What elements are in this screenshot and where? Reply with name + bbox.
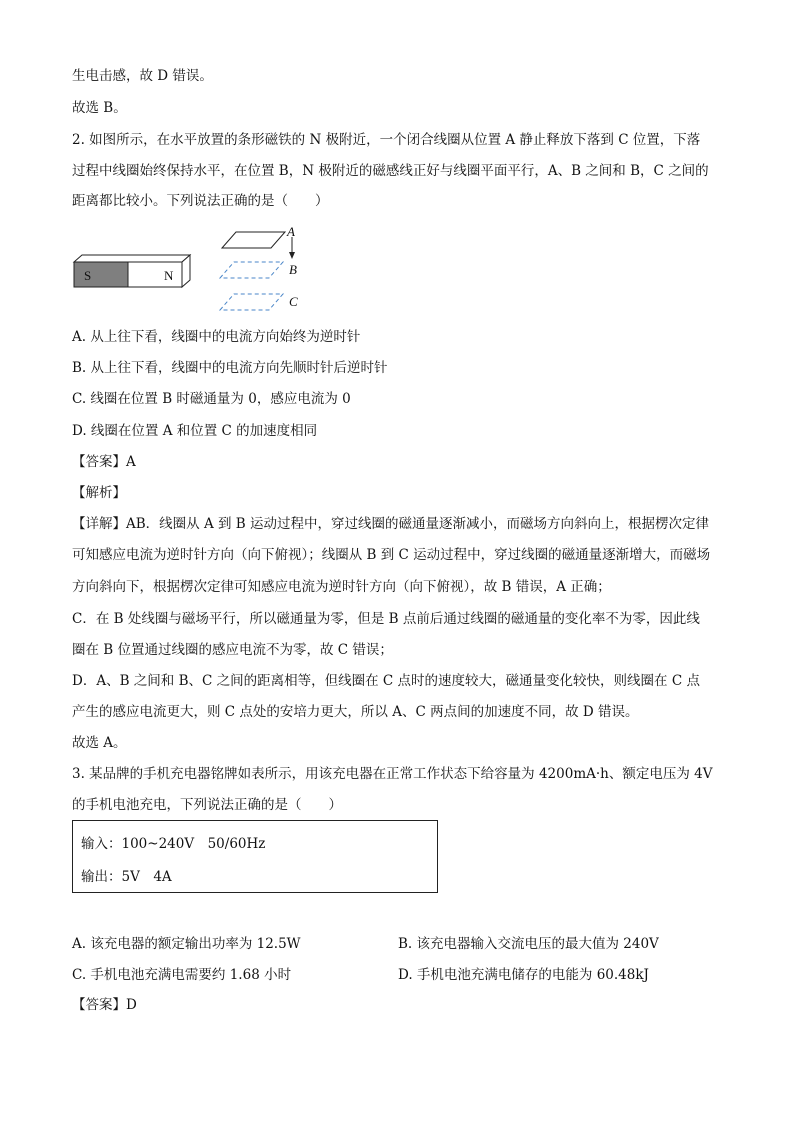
pole-n-label: N bbox=[164, 268, 174, 283]
q2-option-c: C. 线圈在位置 B 时磁通量为 0，感应电流为 0 bbox=[72, 391, 351, 407]
pole-s-label: S bbox=[84, 268, 92, 283]
q2-analysis-line: 方向斜向下，根据楞次定律可知感应电流为逆时针方向（向下俯视），故 B 错误，A 正确； bbox=[72, 579, 611, 595]
q2-stem-line-2: 过程中线圈始终保持水平，在位置 B，N 极附近的磁感线正好与线圈平面平行，A、B 之间和 B，C 之间的 bbox=[72, 163, 709, 179]
q3-stem-line-2: 的手机电池充电，下列说法正确的是（ ） bbox=[72, 797, 342, 813]
coil-position-b bbox=[220, 262, 283, 278]
coil-position-a bbox=[222, 232, 285, 248]
nameplate-input: 输入：100~240V 50/60Hz bbox=[81, 836, 266, 852]
q3-option-b: B. 该充电器输入交流电压的最大值为 240V bbox=[398, 936, 659, 952]
q2-analysis-line: 故选 A。 bbox=[72, 735, 127, 751]
q2-analysis-heading: 【解析】 bbox=[72, 485, 126, 501]
q2-stem-line-3: 距离都比较小。下列说法正确的是（ ） bbox=[72, 193, 329, 209]
q3-option-d: D. 手机电池充满电储存的电能为 60.48kJ bbox=[398, 967, 649, 983]
label-b: B bbox=[289, 262, 297, 277]
q2-analysis-line: 【详解】AB．线圈从 A 到 B 运动过程中，穿过线圈的磁通量逐渐减小，而磁场方向斜向上，根据楞次定律 bbox=[72, 516, 710, 532]
q2-analysis-line: 圈在 B 位置通过线圈的感应电流不为零，故 C 错误； bbox=[72, 642, 393, 658]
q2-answer: 【答案】A bbox=[72, 454, 136, 470]
q2-stem-line-1: 2. 如图所示，在水平放置的条形磁铁的 N 极附近，一个闭合线圈从位置 A 静止释放下落到 C 位置，下落 bbox=[72, 132, 701, 148]
q2-analysis-line: C．在 B 处线圈与磁场平行，所以磁通量为零，但是 B 点前后通过线圈的磁通量的变化率不为零，因此线 bbox=[72, 611, 700, 627]
q3-option-a: A. 该充电器的额定输出功率为 12.5W bbox=[72, 936, 301, 952]
q2-analysis-line: 可知感应电流为逆时针方向（向下俯视）；线圈从 B 到 C 运动过程中，穿过线圈的磁通量逐渐增大，而磁场 bbox=[72, 547, 711, 563]
q3-answer: 【答案】D bbox=[72, 997, 137, 1013]
coil-position-c bbox=[220, 294, 283, 310]
label-a: A bbox=[287, 224, 295, 239]
nameplate-output: 输出：5V 4A bbox=[81, 869, 172, 885]
fall-arrow-head bbox=[289, 252, 295, 259]
q2-option-d: D. 线圈在位置 A 和位置 C 的加速度相同 bbox=[72, 423, 318, 439]
q2-analysis-line: D．A、B 之间和 B、C 之间的距离相等，但线圈在 C 点时的速度较大，磁通量变化较快，则线圈在 C 点 bbox=[72, 673, 700, 689]
prev-answer-choice: 故选 B。 bbox=[72, 100, 127, 116]
q3-stem-line-1: 3. 某品牌的手机充电器铭牌如表所示，用该充电器在正常工作状态下给容量为 4200mA·h、额定电压为 4V bbox=[72, 766, 713, 782]
magnet-s-pole bbox=[74, 262, 128, 287]
prev-conclusion-text: 生电击感，故 D 错误。 bbox=[72, 68, 213, 84]
magnet-top-face bbox=[74, 255, 190, 262]
q2-analysis-line: 产生的感应电流更大，则 C 点处的安培力更大，所以 A、C 两点间的加速度不同，故 D 错误。 bbox=[72, 704, 639, 720]
magnet-n-pole bbox=[128, 262, 182, 287]
q2-option-a: A. 从上往下看，线圈中的电流方向始终为逆时针 bbox=[72, 329, 361, 345]
charger-nameplate-table bbox=[72, 820, 438, 893]
label-c: C bbox=[289, 294, 298, 309]
q3-option-c: C. 手机电池充满电需要约 1.68 小时 bbox=[72, 967, 292, 983]
magnet-coil-figure bbox=[70, 222, 330, 322]
q2-option-b: B. 从上往下看，线圈中的电流方向先顺时针后逆时针 bbox=[72, 360, 388, 376]
